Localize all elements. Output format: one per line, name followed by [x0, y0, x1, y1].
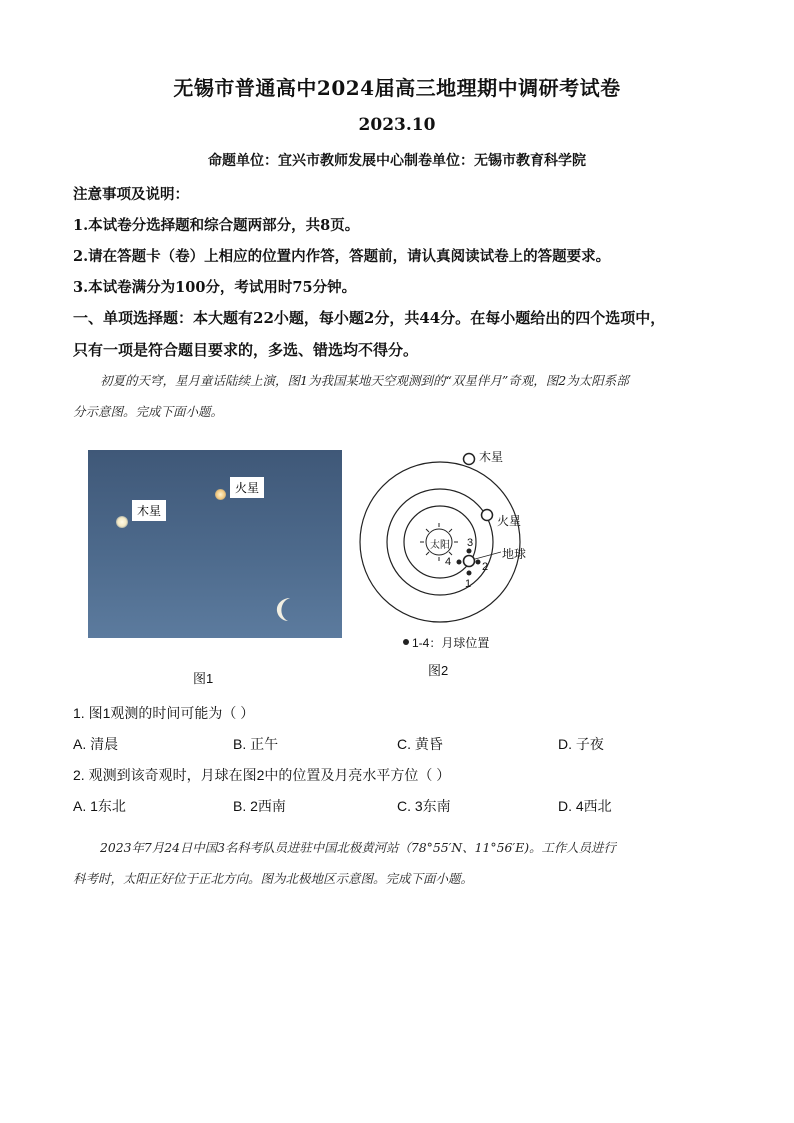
mars-dot — [215, 489, 226, 500]
question-2-option-d: D. 4西北 — [558, 798, 612, 814]
question-2-option-c: C. 3东南 — [397, 798, 451, 814]
figure2-pos4-label: 4 — [445, 556, 452, 568]
passage2-line1: 2023年7月24日中国3名科考队员进驻中国北极黄河站（78°55′N、11°56′E)。工作人员进行 — [100, 840, 616, 855]
exam-date: 2023.10 — [358, 115, 436, 135]
question-1-option-d: D. 子夜 — [558, 736, 604, 752]
figure2-pos2-label: 2 — [482, 561, 489, 573]
section-heading-line1: 一、单项选择题：本大题有22小题，每小题2分，共44分。在每小题给出的四个选项中， — [73, 309, 666, 327]
figure2-earth-label: 地球 — [502, 547, 527, 561]
figure1-mars-label: 火星 — [230, 477, 264, 498]
section-heading-line2: 只有一项是符合题目要求的，多选、错选均不得分。 — [73, 341, 419, 359]
question-2-stem: 2. 观测到该奇观时，月球在图2中的位置及月亮水平方位（ ） — [73, 767, 451, 783]
figure2-sun-label: 太阳 — [430, 540, 450, 551]
jupiter-dot — [116, 516, 128, 528]
figure2-jupiter-label: 木星 — [479, 450, 504, 464]
passage1-line2: 分示意图。完成下面小题。 — [73, 404, 224, 419]
exam-unit: 命题单位：宜兴市教师发展中心制卷单位：无锡市教育科学院 — [208, 153, 586, 169]
figure1-sky-photo — [88, 450, 342, 638]
question-1-stem: 1. 图1观测的时间可能为（ ） — [73, 705, 255, 721]
passage1-line1: 初夏的天穹，星月童话陆续上演，图1为我国某地天空观测到的“双星伴月”奇观，图2为太阳系部 — [100, 373, 629, 388]
figure2-legend: 1-4：月球位置 — [412, 636, 490, 650]
figure2-pos3-label: 3 — [467, 537, 474, 549]
passage2-line2: 科考时，太阳正好位于正北方向。图为北极地区示意图。完成下面小题。 — [73, 871, 474, 886]
notice-item-2: 2.请在答题卡（卷）上相应的位置内作答，答题前，请认真阅读试卷上的答题要求。 — [73, 248, 611, 265]
question-1-option-b: B. 正午 — [233, 736, 279, 752]
question-2-option-a: A. 1东北 — [73, 798, 126, 814]
notice-heading: 注意事项及说明： — [73, 186, 189, 203]
notice-item-1: 1.本试卷分选择题和综合题两部分，共8页。 — [73, 217, 360, 234]
page-title: 无锡市普通高中2024届高三地理期中调研考试卷 — [173, 76, 621, 100]
question-1-option-c: C. 黄昏 — [397, 736, 443, 752]
figure2-mars-label: 火星 — [497, 514, 522, 528]
figure1-jupiter-label: 木星 — [132, 500, 166, 521]
figure2-caption: 图2 — [428, 663, 449, 678]
question-1-option-a: A. 清晨 — [73, 736, 119, 752]
notice-item-3: 3.本试卷满分为100分，考试用时75分钟。 — [73, 279, 357, 296]
question-2-option-b: B. 2西南 — [233, 798, 286, 814]
crescent-moon-icon — [274, 596, 300, 624]
figure1-caption: 图1 — [193, 671, 214, 686]
figure2-pos1-label: 1 — [465, 578, 472, 590]
